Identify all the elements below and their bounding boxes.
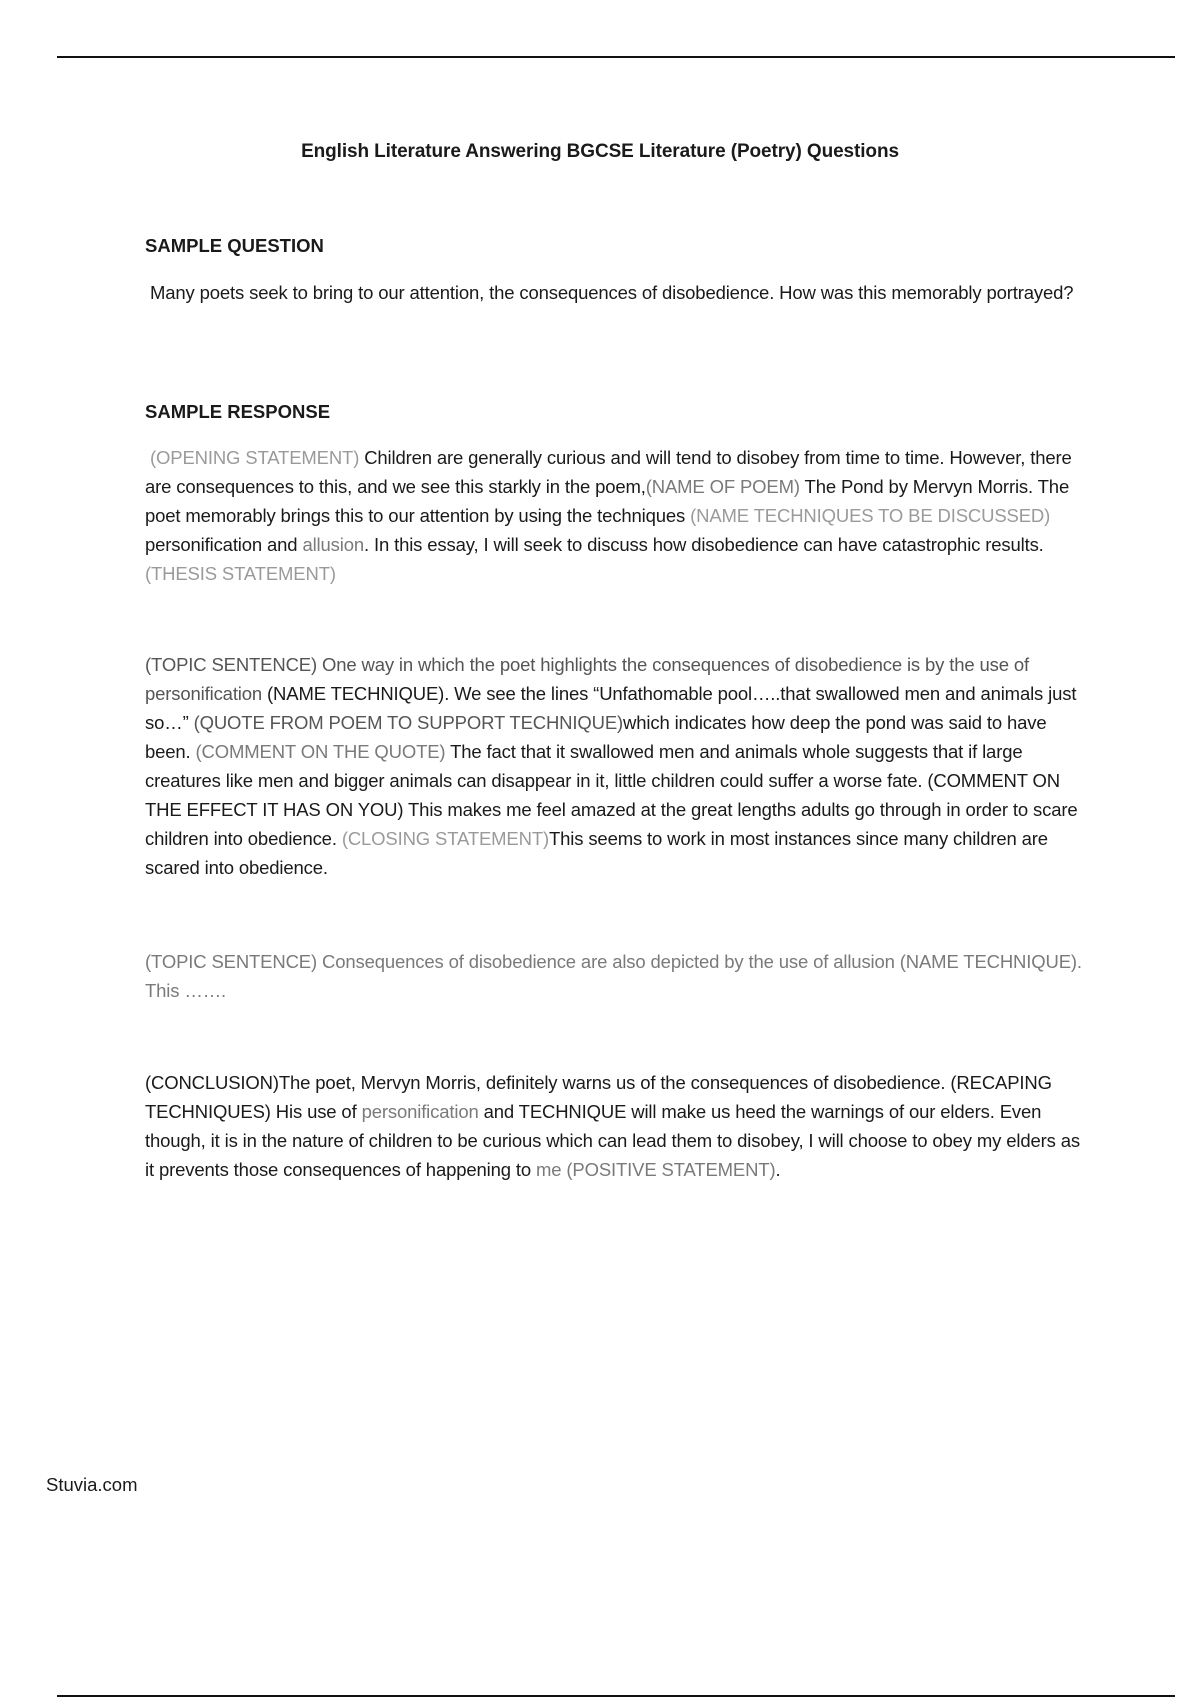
body1-text-6: This seems to work in most instances since many children are scared into obedience. xyxy=(145,828,1048,878)
name-techniques-label: (NAME TECHNIQUES TO BE DISCUSSED) xyxy=(690,505,1051,526)
personification-word: personification xyxy=(361,1101,479,1122)
question-text: Many poets seek to bring to our attention, the consequences of disobedience. How was this memorably portrayed? xyxy=(150,282,1074,303)
thesis-statement-label: (THESIS STATEMENT) xyxy=(145,563,336,584)
conclusion-text-1: The poet, Mervyn Morris, definitely warns us of the consequences of disobedience. xyxy=(278,1072,951,1093)
body1-text-4: The fact that it swallowed men and animals whole suggests that if large creatures like men and bigger animals can disappear in it, little children could suffer a worse fate. xyxy=(145,741,1023,791)
me-word: me xyxy=(535,1159,562,1180)
sample-question-heading: SAMPLE QUESTION xyxy=(145,235,324,256)
body1-text-1: One way in which the poet highlights the consequences of disobedience is by the use of personification xyxy=(145,654,1030,704)
conclusion-text-3: and TECHNIQUE will make us heed the warnings of our elders. Even though, it is in the nature of children to be curious which can lead them to disobey, I will choose to obey my elders as it prevents those consequences of happening to xyxy=(145,1101,1080,1180)
intro-text-3: personification and xyxy=(145,534,303,555)
body-paragraph-1 xyxy=(145,650,1085,882)
bottom-rule xyxy=(57,1695,1175,1697)
sample-question-text xyxy=(145,278,1085,307)
comment-on-effect-label: (COMMENT ON THE EFFECT IT HAS ON YOU) xyxy=(145,770,1060,820)
conclusion-text-2: His use of xyxy=(270,1101,362,1122)
intro-paragraph xyxy=(145,443,1085,588)
footer-watermark: Stuvia.com xyxy=(46,1474,138,1495)
quote-support-label: (QUOTE FROM POEM TO SUPPORT TECHNIQUE) xyxy=(193,712,624,733)
conclusion-label: (CONCLUSION) xyxy=(145,1072,279,1093)
intro-text-2: The Pond by Mervyn Morris. The poet memorably brings this to our attention by using the techniques xyxy=(145,476,1070,526)
opening-statement-label: (OPENING STATEMENT) xyxy=(150,447,360,468)
topic-sentence-label: (TOPIC SENTENCE) xyxy=(145,654,317,675)
recaping-techniques-label: (RECAPING TECHNIQUES) xyxy=(145,1072,1052,1122)
allusion-word: allusion xyxy=(302,534,364,555)
intro-text-4: . In this essay, I will seek to discuss how disobedience can have catastrophic results. xyxy=(364,534,1044,555)
document-title: English Literature Answering BGCSE Literature (Poetry) Questions xyxy=(301,141,899,162)
body1-text-3: which indicates how deep the pond was said to have been. xyxy=(145,712,1047,762)
closing-statement-label: (CLOSING STATEMENT) xyxy=(341,828,549,849)
name-technique-label: (NAME TECHNIQUE) xyxy=(267,683,445,704)
intro-text-1: Children are generally curious and will tend to disobey from time to time. However, there are consequences to this, and we see this starkly in the poem, xyxy=(145,447,1072,497)
positive-statement-label: (POSITIVE STATEMENT) xyxy=(561,1159,776,1180)
conclusion-text-4: . xyxy=(775,1159,781,1180)
body1-text-5: This makes me feel amazed at the great lengths adults go through in order to scare children into obedience. xyxy=(145,799,1078,849)
body-paragraph-2: (TOPIC SENTENCE) Consequences of disobedience are also depicted by the use of allusion (NAME TECHNIQUE). This ……. xyxy=(145,951,1082,1001)
name-of-poem-label: (NAME OF POEM) xyxy=(645,476,800,497)
comment-on-quote-label: (COMMENT ON THE QUOTE) xyxy=(195,741,446,762)
sample-response-heading: SAMPLE RESPONSE xyxy=(145,401,331,422)
top-rule xyxy=(57,56,1175,58)
body1-text-2: . We see the lines “Unfathomable pool…..that swallowed men and animals just so…” xyxy=(145,683,1077,733)
conclusion-paragraph xyxy=(145,1068,1085,1184)
